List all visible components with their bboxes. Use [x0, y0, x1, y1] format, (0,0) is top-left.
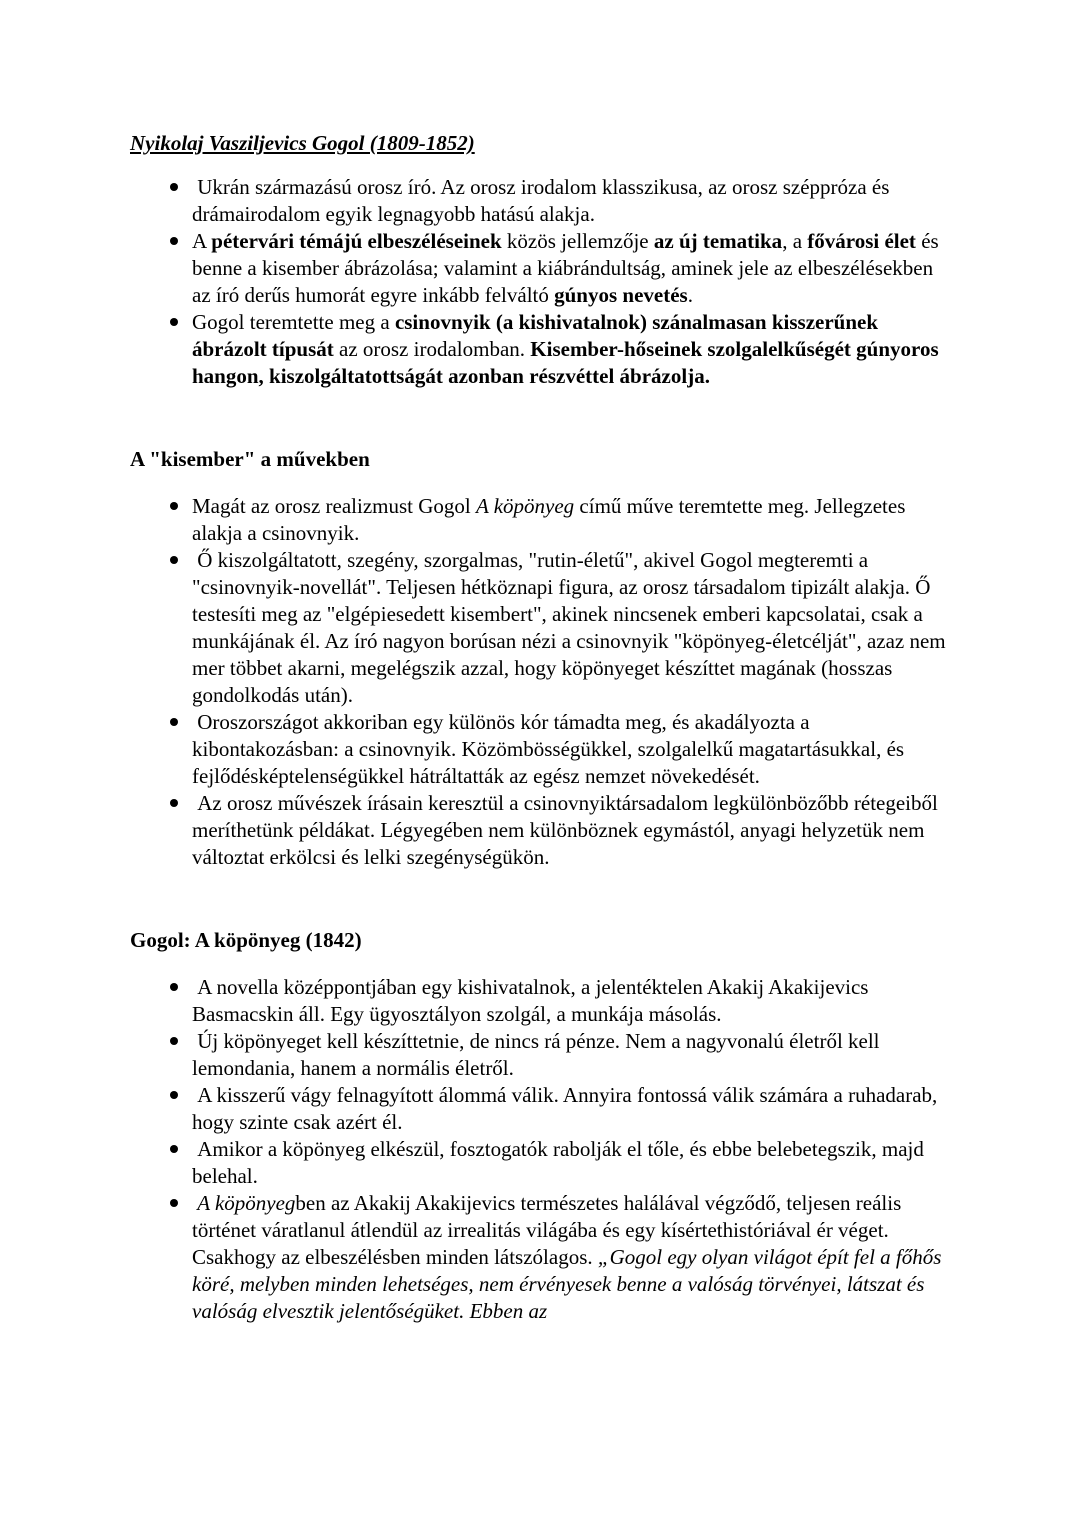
- text-run: A köpönyeg: [197, 1191, 296, 1215]
- bullet-dot-icon: [170, 556, 178, 564]
- text-run: Nyikolaj Vasziljevics Gogol (1809-1852): [130, 131, 475, 155]
- bullet-dot-icon: [170, 318, 178, 326]
- text-run: és benne a kisember ábrázolása; valamint a kiábrándultság, aminek jele az elbeszélésekben az író derűs humorát egyre inkább felváltó: [192, 229, 944, 307]
- text-run: „Gogol egy olyan világot épít fel a főhős köré, melyben minden lehetséges, nem érvényesek benne a valóság törvényei, látszat és valóság elvesztik jelentőségüket. Ebben az: [192, 1245, 947, 1323]
- bullet-item: [130, 790, 952, 871]
- bullet-text: [192, 710, 909, 788]
- bullet-item: [130, 974, 952, 1028]
- bullet-text: [192, 975, 874, 1026]
- bullet-item: [130, 493, 952, 547]
- bullet-text: [192, 1191, 947, 1323]
- bullet-list: [130, 974, 952, 1325]
- bullet-dot-icon: [170, 1199, 178, 1207]
- text-run: Oroszországot akkoriban egy különös kór támadta meg, és akadályozta a kibontakozásban: a csinovnyik. Közömbösségükkel, szolgalelkű magatartásukkal, és fejlődésképtelenségükkel hátráltatták az egész nemzet növekedését.: [192, 710, 910, 788]
- bullet-item: [130, 709, 952, 790]
- bullet-dot-icon: [170, 1037, 178, 1045]
- text-run: , a: [782, 229, 808, 253]
- bullet-dot-icon: [170, 502, 178, 510]
- text-run: Kisember-hőseinek szolgalelkűségét gúnyoros hangon, kiszolgáltatottságát azonban részvéttel ábrázolja.: [192, 337, 944, 388]
- text-run: gúnyos nevetés: [554, 283, 688, 307]
- text-run: pétervári témájú elbeszéléseinek: [211, 229, 502, 253]
- document-sections: [130, 174, 952, 1325]
- bullet-item: [130, 1028, 952, 1082]
- text-run: Ő kiszolgáltatott, szegény, szorgalmas, "rutin-életű", akivel Gogol megteremti a "csinovnyik-novellát". Teljesen hétköznapi figura, az orosz társadalom tipizált alakja. Ő testesíti meg az "elgépiesedett kisembert", akinek nincsenek emberi kapcsolatai, csak a munkájának él. Az író nagyon borúsan nézi a csinovnyik "köpönyeg-életcélját", azaz nem mer többet akarni, megelégszik azzal, hogy köpönyeget készíttet magának (hosszas gondolkodás után).: [192, 548, 951, 707]
- text-run: Gogol teremtette meg a: [192, 310, 395, 334]
- section-heading: Gogol: A köpönyeg (1842): [130, 928, 362, 952]
- bullet-dot-icon: [170, 799, 178, 807]
- bullet-item: [130, 1190, 952, 1325]
- bullet-text: [192, 175, 895, 226]
- bullet-text: [192, 1029, 885, 1080]
- document-section: [130, 927, 952, 1325]
- text-run: Amikor a köpönyeg elkészül, fosztogatók rabolják el tőle, és ebbe belebetegszik, majd belehal.: [192, 1137, 930, 1188]
- text-run: az új tematika: [653, 229, 783, 253]
- text-run: Új köpönyeget kell készíttetnie, de nincs rá pénze. Nem a nagyvonalú életről kell lemondania, hanem a normális életről.: [192, 1029, 885, 1080]
- text-run: közös jellemzője: [501, 229, 654, 253]
- bullet-item: [130, 547, 952, 709]
- bullet-item: [130, 228, 952, 309]
- bullet-list: [130, 493, 952, 871]
- document-title: [130, 130, 952, 157]
- bullet-text: [192, 229, 944, 307]
- document-section: [130, 446, 952, 871]
- bullet-text: [192, 548, 951, 707]
- text-run: A novella középpontjában egy kishivatalnok, a jelentéktelen Akakij Akakijevics Basmacskin áll. Egy ügyosztályon szolgál, a munkája másolás.: [192, 975, 874, 1026]
- bullet-text: [192, 494, 911, 545]
- text-run: fővárosi élet: [807, 229, 916, 253]
- bullet-item: [130, 174, 952, 228]
- bullet-dot-icon: [170, 1145, 178, 1153]
- bullet-dot-icon: [170, 718, 178, 726]
- bullet-text: [192, 1083, 943, 1134]
- bullet-text: [192, 310, 944, 388]
- text-run: Az orosz művészek írásain keresztül a csinovnyiktársadalom legkülönbözőbb rétegeiből meríthetünk példákat. Légyegében nem különböznek egymástól, anyagi helyzetük nem változtat erkölcsi és lelki szegénységükön.: [192, 791, 944, 869]
- text-run: A köpönyeg: [476, 494, 575, 518]
- bullet-dot-icon: [170, 983, 178, 991]
- bullet-item: [130, 309, 952, 390]
- text-run: Ukrán származású orosz író. Az orosz irodalom klasszikusa, az orosz széppróza és drámairodalom egyik legnagyobb hatású alakja.: [192, 175, 895, 226]
- bullet-text: [192, 1137, 929, 1188]
- bullet-item: [130, 1082, 952, 1136]
- document-section: [130, 174, 952, 390]
- bullet-item: [130, 1136, 952, 1190]
- bullet-dot-icon: [170, 237, 178, 245]
- text-run: című műve teremtette meg. Jellegzetes alakja a csinovnyik.: [192, 494, 911, 545]
- text-run: Magát az orosz realizmust Gogol: [192, 494, 476, 518]
- text-run: A: [192, 229, 212, 253]
- section-heading: A "kisember" a művekben: [130, 447, 370, 471]
- bullet-text: [192, 791, 943, 869]
- text-run: ben az Akakij Akakijevics természetes halálával végződő, teljesen reális történet váratlanul átlendül az irrealitás világába és egy kísértethistóriával ér véget. Csakhogy az elbeszélésben minden látszólagos.: [192, 1191, 907, 1269]
- bullet-list: [130, 174, 952, 390]
- bullet-dot-icon: [170, 1091, 178, 1099]
- text-run: A kisszerű vágy felnagyított álommá válik. Annyira fontossá válik számára a ruhadarab, hogy szinte csak azért él.: [192, 1083, 943, 1134]
- bullet-dot-icon: [170, 183, 178, 191]
- text-run: csinovnyik (a kishivatalnok) szánalmasan kisszerűnek ábrázolt típusát: [192, 310, 884, 361]
- text-run: az orosz irodalomban.: [333, 337, 531, 361]
- text-run: .: [687, 283, 693, 307]
